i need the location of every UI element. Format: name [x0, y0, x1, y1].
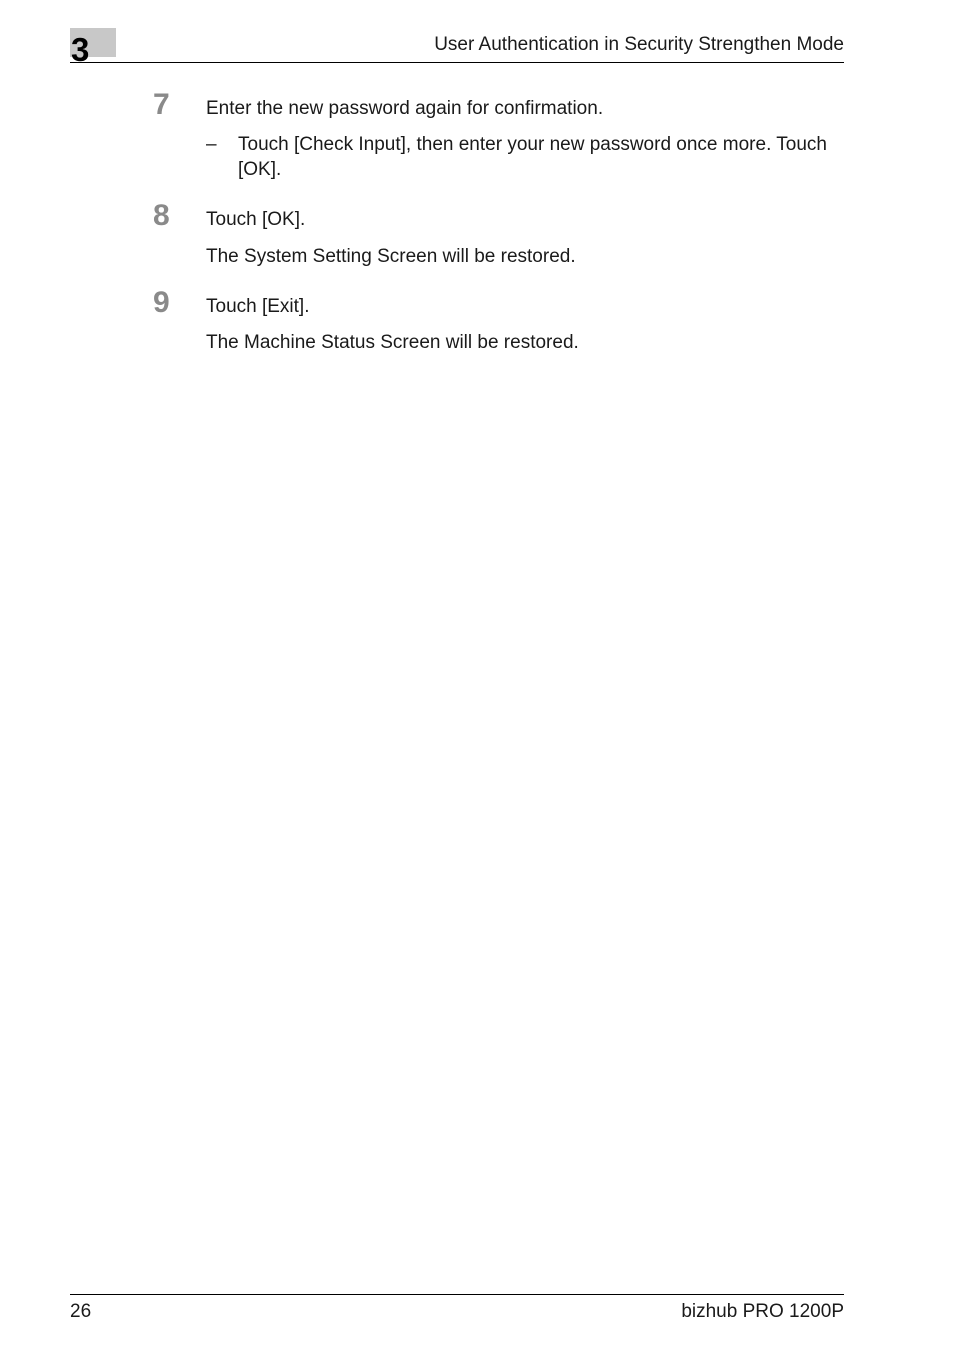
step-7-instruction: Enter the new password again for confirmation.: [206, 98, 604, 119]
step-number-9: 9: [153, 286, 170, 319]
step-7-bullet-text: Touch [Check Input], then enter your new password once more. Touch [OK].: [238, 134, 827, 180]
page-number: 26: [70, 1301, 92, 1322]
product-name: bizhub PRO 1200P: [681, 1301, 844, 1322]
step-8-instruction: Touch [OK].: [206, 209, 306, 230]
bullet-dash: –: [206, 134, 217, 155]
step-number-8: 8: [153, 199, 170, 232]
step-8-result: The System Setting Screen will be restored.: [206, 246, 576, 267]
step-9-result: The Machine Status Screen will be restored.: [206, 332, 579, 353]
step-number-7: 7: [153, 88, 170, 121]
step-9-instruction: Touch [Exit].: [206, 296, 310, 317]
footer-divider: [70, 1294, 844, 1295]
chapter-number: 3: [71, 31, 90, 68]
running-header-title: User Authentication in Security Strengthen Mode: [434, 34, 844, 55]
header-divider: [70, 62, 844, 63]
